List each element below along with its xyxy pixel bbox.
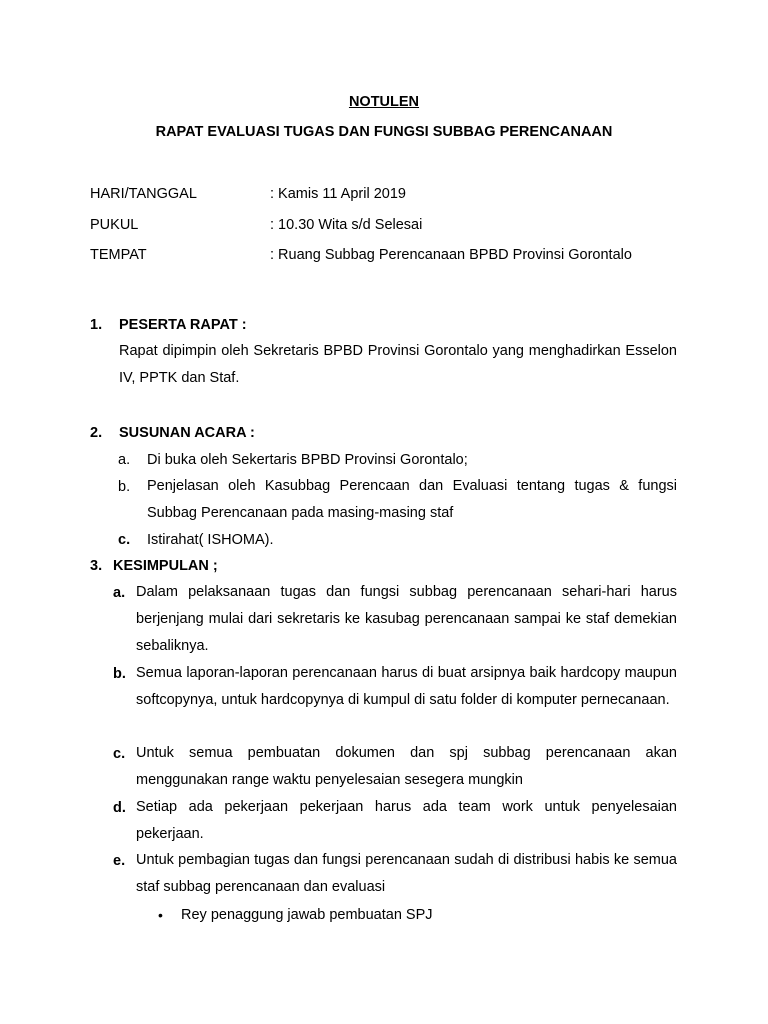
info-label-time: PUKUL xyxy=(90,217,139,233)
section3-heading: KESIMPULAN ; xyxy=(113,558,218,574)
conclusion-marker-d: d. xyxy=(113,800,126,816)
conclusion-marker-e: e. xyxy=(113,853,126,869)
agenda-marker-b: b. xyxy=(118,479,131,495)
document-title: NOTULEN xyxy=(348,94,420,110)
conclusion-item-b: Semua laporan-laporan perencanaan harus di buat arsipnya baik hardcopy maupun softcopynya, untuk hardcopynya di kumpul di satu folder di komputer pernecanaan. xyxy=(136,665,677,708)
document-subtitle: RAPAT EVALUASI TUGAS DAN FUNGSI SUBBAG PERENCANAAN xyxy=(155,124,613,140)
agenda-item-c: Istirahat( ISHOMA). xyxy=(147,532,274,548)
section3-number: 3. xyxy=(90,558,103,574)
conclusion-marker-b: b. xyxy=(113,666,126,682)
conclusion-item-a: Dalam pelaksanaan tugas dan fungsi subbag perencanaan sehari-hari harus berjenjang mulai dari sekretaris ke kasubag perencanaan sampai ke staf demekian sebaliknya. xyxy=(136,584,677,654)
bullet-item: Rey penaggung jawab pembuatan SPJ xyxy=(181,907,433,923)
section1-number: 1. xyxy=(90,317,103,333)
info-value-date: : Kamis 11 April 2019 xyxy=(270,186,406,202)
section2-number: 2. xyxy=(90,425,103,441)
info-label-date: HARI/TANGGAL xyxy=(90,186,197,202)
agenda-item-a: Di buka oleh Sekertaris BPBD Provinsi Gorontalo; xyxy=(147,452,468,468)
bullet-dot: • xyxy=(158,907,163,923)
info-value-time: : 10.30 Wita s/d Selesai xyxy=(270,217,423,233)
agenda-item-b: Penjelasan oleh Kasubbag Perencaan dan Evaluasi tentang tugas & fungsi Subbag Perencanaan pada masing-masing staf xyxy=(147,478,677,521)
section1-heading: PESERTA RAPAT : xyxy=(119,317,247,333)
conclusion-marker-c: c. xyxy=(113,746,126,762)
agenda-marker-c: c. xyxy=(118,532,131,548)
info-label-place: TEMPAT xyxy=(90,247,147,263)
section2-heading: SUSUNAN ACARA : xyxy=(119,425,255,441)
conclusion-item-e: Untuk pembagian tugas dan fungsi perencanaan sudah di distribusi habis ke semua staf subbag perencanaan dan evaluasi xyxy=(136,852,677,895)
conclusion-marker-a: a. xyxy=(113,585,126,601)
conclusion-item-c: Untuk semua pembuatan dokumen dan spj subbag perencanaan akan menggunakan range waktu penyelesaian sesegera mungkin xyxy=(136,745,677,788)
agenda-marker-a: a. xyxy=(118,452,131,468)
info-value-place: : Ruang Subbag Perencanaan BPBD Provinsi Gorontalo xyxy=(270,247,632,263)
conclusion-item-d: Setiap ada pekerjaan pekerjaan harus ada team work untuk penyelesaian pekerjaan. xyxy=(136,799,677,842)
section1-text: Rapat dipimpin oleh Sekretaris BPBD Provinsi Gorontalo yang menghadirkan Esselon IV, PPTK dan Staf. xyxy=(119,343,677,386)
